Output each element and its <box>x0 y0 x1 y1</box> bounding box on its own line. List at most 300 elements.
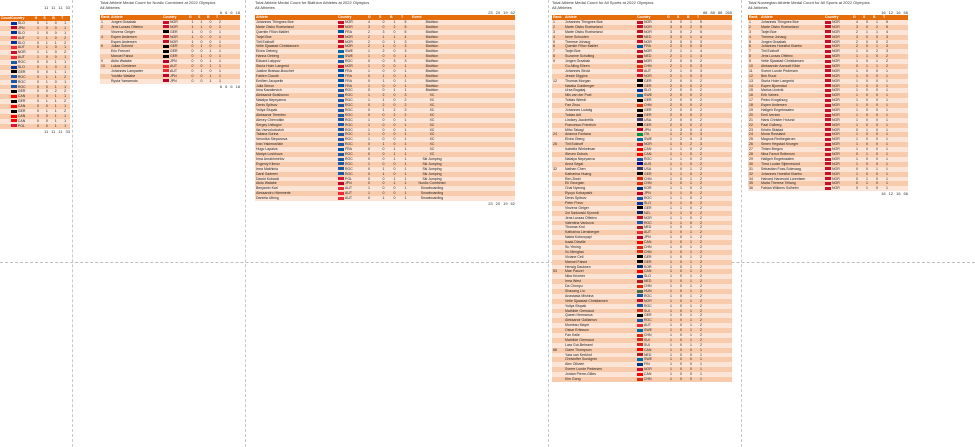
flag-icon <box>637 231 643 234</box>
panel5-footer-0: 16 <box>881 191 886 197</box>
table-cell: 1 <box>393 176 396 181</box>
table-cell: 2 <box>670 78 672 83</box>
table-cell: XC <box>429 142 435 147</box>
table-cell: 0 <box>393 93 396 98</box>
table-cell: 0 <box>680 235 682 240</box>
table-cell: 2 <box>670 54 672 59</box>
table-cell: Lukas Greiderer <box>111 64 137 69</box>
country-code: NOR <box>644 73 652 78</box>
table-cell: 2 <box>876 24 878 29</box>
table-cell: 1 <box>670 342 672 347</box>
flag-icon <box>11 26 17 29</box>
flag-icon <box>637 197 643 200</box>
table-cell: 1 <box>690 254 692 259</box>
panel2-col-header[interactable]: G <box>189 15 192 19</box>
country-code: ROC <box>345 132 353 137</box>
flag-icon <box>825 89 831 92</box>
flag-icon <box>637 172 643 175</box>
table-cell: 0 <box>690 59 692 64</box>
table-cell: 2 <box>700 215 702 220</box>
panel3-col-header[interactable]: G <box>368 15 371 19</box>
panel2-footer-3: 18 <box>235 83 240 89</box>
table-cell: 0 <box>393 68 396 73</box>
panel1-col-header[interactable]: B <box>52 16 55 20</box>
panel1-col-header[interactable]: Count <box>1 16 12 20</box>
table-cell: Peter Prevc <box>565 200 584 205</box>
table-cell: 35 <box>749 181 753 186</box>
country-code: SUI <box>644 342 650 347</box>
flag-icon <box>338 109 344 112</box>
table-cell: 1 <box>200 68 203 73</box>
country-code: AUT <box>345 186 352 191</box>
table-cell: Mariya Loshkova <box>256 152 283 157</box>
country-cell <box>824 186 852 191</box>
table-cell: 0 <box>36 104 39 109</box>
table-cell: 0 <box>680 284 682 289</box>
table-cell: 1 <box>886 68 888 73</box>
panel2-col-header[interactable]: S <box>198 15 201 19</box>
table-cell: XC <box>429 147 435 152</box>
table-cell: 1 <box>382 73 385 78</box>
panel5-col-header[interactable]: T <box>883 15 886 19</box>
table-cell: Marius Lindvik <box>761 88 784 93</box>
table-cell: 0 <box>368 196 370 201</box>
table-cell: 0 <box>393 54 396 59</box>
panel1-col-header[interactable]: Country <box>11 16 25 20</box>
table-cell: 1 <box>670 156 672 161</box>
table-cell: 1 <box>856 54 858 59</box>
country-code: FRA <box>644 44 651 49</box>
country-code: GER <box>644 254 652 259</box>
table-cell: 0 <box>876 68 878 73</box>
flag-icon <box>338 84 344 87</box>
table-cell: 0 <box>393 142 396 147</box>
country-code: SUI <box>644 308 650 313</box>
table-cell: 0 <box>393 78 396 83</box>
panel1-col-header[interactable]: G <box>34 16 38 20</box>
country-code: ROC <box>345 137 353 142</box>
table-cell: 1 <box>670 142 672 147</box>
table-cell: Katharina Liensberger <box>565 230 600 235</box>
table-cell: 0 <box>690 88 692 93</box>
table-cell: Hallgeir Engebraaten <box>761 108 794 113</box>
table-cell: 1 <box>690 34 692 39</box>
table-cell: 0 <box>680 93 682 98</box>
flag-icon <box>825 162 831 165</box>
table-cell: 1 <box>670 166 672 171</box>
country-code: SWE <box>644 357 652 362</box>
country-code: ROC <box>345 161 353 166</box>
table-cell: 1 <box>200 44 203 49</box>
flag-icon <box>637 109 643 112</box>
flag-icon <box>338 45 344 48</box>
table-cell: 0 <box>866 78 868 83</box>
country-code: ROC <box>644 196 652 201</box>
table-cell: 0 <box>876 161 878 166</box>
table-cell: Ivan Yakimushkin <box>256 142 284 147</box>
table-cell: 0 <box>36 79 39 84</box>
country-code: NOR <box>170 39 178 44</box>
table-cell: 2 <box>670 93 672 98</box>
panel4-col-header[interactable]: Athlete <box>565 15 577 19</box>
table-cell: 0 <box>393 103 396 108</box>
table-cell: 0 <box>36 89 39 94</box>
table-cell: 0 <box>690 117 692 122</box>
country-code: NOR <box>170 24 178 29</box>
country-code: GER <box>644 98 652 103</box>
country-code: NOR <box>832 39 840 44</box>
country-code: SWE <box>644 93 652 98</box>
table-cell: 1 <box>680 210 682 215</box>
table-cell: 2 <box>54 89 57 94</box>
table-cell: 3 <box>680 44 682 49</box>
flag-icon <box>163 55 169 58</box>
country-code: NOR <box>832 142 840 147</box>
table-cell: 2 <box>670 64 672 69</box>
table-cell: 1 <box>670 357 672 362</box>
table-cell: 2 <box>700 186 702 191</box>
panel4-col-header[interactable]: G <box>667 15 670 19</box>
table-cell: Marte Olsbu Roeiseland <box>761 24 799 29</box>
flag-icon <box>637 334 643 337</box>
table-cell: 0 <box>382 127 385 132</box>
panel5-total-1: 12 <box>888 10 894 15</box>
panel3-col-header[interactable]: T <box>401 15 404 19</box>
country-code: NOR <box>832 29 840 34</box>
country-code: CHN <box>644 244 652 249</box>
table-cell: 0 <box>866 20 868 24</box>
table-cell: 0 <box>54 45 57 50</box>
table-cell: Yuliya Stupak <box>565 303 587 308</box>
country-code: NOR <box>345 39 353 44</box>
table-cell: 1 <box>670 210 672 215</box>
table-cell: 1 <box>64 118 67 123</box>
table-cell: 1 <box>45 79 48 84</box>
table-cell: 2 <box>64 89 67 94</box>
country-code: CHN <box>644 284 652 289</box>
flag-icon <box>338 89 344 92</box>
country-code: CAN <box>644 372 652 377</box>
table-cell: 2 <box>749 24 751 29</box>
table-cell: Ren Ziwei <box>565 176 581 181</box>
table-cell: 1 <box>670 303 672 308</box>
panel2-col-header[interactable]: Country <box>163 15 177 19</box>
table-cell: 0 <box>382 68 385 73</box>
flag-icon <box>637 202 643 205</box>
table-cell: 1 <box>368 132 370 137</box>
table-cell: 0 <box>876 152 878 157</box>
panel2-col-header[interactable]: Rank <box>101 15 110 19</box>
flag-icon <box>338 192 344 195</box>
table-cell: 1 <box>886 83 888 88</box>
table-cell: 1 <box>866 176 868 181</box>
table-cell: 0 <box>690 362 692 367</box>
table-cell: 0 <box>690 161 692 166</box>
table-cell: Steven Dubois <box>565 152 588 157</box>
table-cell: 1 <box>219 29 221 34</box>
panel5-col-header[interactable]: S <box>863 15 866 19</box>
panel4-col-header[interactable]: T <box>697 15 700 19</box>
table-cell: 0 <box>54 79 57 84</box>
table-cell: 14 <box>749 83 753 88</box>
table-cell: 2 <box>700 274 702 279</box>
table-cell: Queen Hermanos <box>565 313 593 318</box>
flag-icon <box>637 55 643 58</box>
flag-icon <box>825 118 831 121</box>
panel4-col-header[interactable]: B <box>687 15 690 19</box>
table-cell: 1 <box>219 54 221 59</box>
table-cell: Aleksandr Terentev <box>256 112 286 117</box>
panel3-col-header[interactable]: B <box>390 15 393 19</box>
table-cell: Arianna Fontana <box>565 132 591 137</box>
table-cell: XC <box>429 132 435 137</box>
table-cell: 1 <box>886 88 888 93</box>
table-cell: 1 <box>209 49 212 54</box>
table-cell: Daniela Ulbing <box>256 196 279 201</box>
table-cell: Johannes Lamparter <box>111 68 144 73</box>
table-cell: 1 <box>670 244 672 249</box>
table-cell: 1 <box>404 142 407 147</box>
table-cell: 2 <box>670 122 672 127</box>
panel5-col-header[interactable]: G <box>853 15 856 19</box>
table-cell: 0 <box>209 24 212 29</box>
table-cell: 0 <box>393 196 396 201</box>
table-cell: 1 <box>404 122 407 127</box>
table-cell: 1 <box>368 161 370 166</box>
panel2-col-header[interactable]: T <box>216 15 219 19</box>
table-cell: 1 <box>404 152 407 157</box>
table-cell: 1 <box>856 98 858 103</box>
panel4-col-header[interactable]: Country <box>637 15 651 19</box>
country-code: CHN <box>644 103 652 108</box>
table-cell: 1 <box>404 78 407 83</box>
table-cell: XC <box>429 152 435 157</box>
country-code: GER <box>644 112 652 117</box>
panel1-footer <box>0 129 70 134</box>
table-cell: Julia Simon <box>256 83 275 88</box>
table-cell: 0 <box>368 73 370 78</box>
country-code: KOR <box>644 264 652 269</box>
table-cell: Herwig Dauksen <box>565 264 591 269</box>
table-cell: 2 <box>670 112 672 117</box>
table-cell: 0 <box>54 35 57 40</box>
table-cell: 4 <box>670 20 672 24</box>
table-cell: 2 <box>64 40 67 45</box>
table-cell: 0 <box>876 83 878 88</box>
table-cell: 0 <box>866 68 868 73</box>
table-cell: Alessandro Hämmerle <box>256 191 291 196</box>
country-code: AUS <box>644 161 652 166</box>
table-cell: Espen Andersen <box>111 39 137 44</box>
table-cell: 0 <box>393 122 396 127</box>
panel3-rows <box>255 20 515 201</box>
panel4-col-header[interactable]: S <box>677 15 680 19</box>
country-code: AUT <box>17 45 25 50</box>
country-code: CAN <box>644 347 652 352</box>
table-cell: 2 <box>700 83 702 88</box>
table-cell: Emilien Jacquelin <box>256 78 284 83</box>
table-row[interactable] <box>552 377 732 382</box>
country-code: ROC <box>644 293 652 298</box>
country-code: NOR <box>832 156 840 161</box>
table-cell: 1 <box>368 93 370 98</box>
country-code: ROC <box>17 79 26 84</box>
table-cell: 1 <box>54 69 57 74</box>
table-cell: 0 <box>866 39 868 44</box>
table-cell: 0 <box>680 166 682 171</box>
panel5-col-header[interactable]: Rank <box>749 15 758 19</box>
table-cell: 0 <box>680 59 682 64</box>
table-cell: 0 <box>876 103 878 108</box>
table-cell: 0 <box>36 69 39 74</box>
flag-icon <box>637 250 643 253</box>
table-cell: 0 <box>866 34 868 39</box>
table-cell: 1 <box>886 166 888 171</box>
table-cell: 0 <box>45 94 48 99</box>
flag-icon <box>637 373 643 376</box>
table-cell: 0 <box>690 112 692 117</box>
panel1-col-header[interactable]: S <box>43 16 46 20</box>
table-cell: 2 <box>368 29 370 34</box>
country-code: CAN <box>17 94 26 99</box>
table-cell: 0 <box>680 303 682 308</box>
table-cell: 1 <box>680 186 682 191</box>
table-cell: 0 <box>368 171 370 176</box>
table-cell: 0 <box>876 54 878 59</box>
panel2-footer-1: 6 <box>225 83 228 89</box>
table-cell: 3 <box>680 127 682 132</box>
table-cell: 0 <box>382 54 385 59</box>
table-cell: 1 <box>670 279 672 284</box>
table-cell: 0 <box>368 88 370 93</box>
flag-icon <box>637 192 643 195</box>
flag-icon <box>637 30 643 33</box>
table-cell: Biathlon <box>425 49 439 54</box>
table-cell: 0 <box>368 108 370 113</box>
flag-icon <box>637 60 643 63</box>
table-cell: 1 <box>690 264 692 269</box>
table-cell: Biathlon <box>425 24 439 29</box>
panel3-col-header[interactable]: Country <box>338 15 352 19</box>
table-cell: XC <box>429 112 435 117</box>
table-cell: 1 <box>382 78 385 83</box>
country-code: POL <box>17 123 25 128</box>
table-cell: Biathlon <box>425 88 439 93</box>
panel2-col-header[interactable]: B <box>207 15 210 19</box>
table-cell: 1 <box>690 244 692 249</box>
panel2-col-header[interactable]: Athlete <box>111 15 123 19</box>
country-code: NOR <box>644 59 652 64</box>
table-cell: Shaoang Liu <box>565 288 585 293</box>
table-cell: Justine Braisaz-Bouchet <box>256 68 294 73</box>
flag-icon <box>637 299 643 302</box>
flag-icon <box>11 95 17 98</box>
table-cell: 2 <box>64 50 67 55</box>
table-cell: 2 <box>700 59 702 64</box>
table-cell: 0 <box>680 352 682 357</box>
table-cell: Biathlon <box>425 54 439 59</box>
panel2-footer-2: 6 <box>230 83 233 89</box>
flag-icon <box>637 265 643 268</box>
table-cell: Ryota Yamamoto <box>111 78 138 83</box>
table-cell: 1 <box>690 284 692 289</box>
table-cell: Veronika Stepanova <box>256 137 288 142</box>
table-cell: 1 <box>690 176 692 181</box>
panel3-col-header[interactable]: S <box>379 15 382 19</box>
flag-icon <box>338 69 344 72</box>
panel3-col-header[interactable]: Event <box>412 15 422 19</box>
panel3-col-header[interactable]: Athlete <box>256 15 268 19</box>
table-cell: Isabella Winkelman <box>565 147 596 152</box>
country-code: NOR <box>832 132 840 137</box>
panel1-col-header[interactable]: T <box>61 16 64 20</box>
table-cell: 2 <box>368 44 370 49</box>
table-cell: 0 <box>876 142 878 147</box>
panel5-col-header[interactable]: B <box>873 15 876 19</box>
panel5-col-header[interactable]: Athlete <box>761 15 773 19</box>
table-cell: 0 <box>690 186 692 191</box>
table-cell: 1 <box>690 279 692 284</box>
table-cell: Lara Gut-Behrami <box>565 342 593 347</box>
table-cell: 6 <box>553 44 555 49</box>
table-cell: 1 <box>101 20 103 24</box>
table-cell: 10 <box>101 64 105 69</box>
flag-icon <box>637 216 643 219</box>
table-cell: Marte Olsbu Roeiseland <box>565 24 603 29</box>
country-code: NOR <box>832 78 840 83</box>
flag-icon <box>637 40 643 43</box>
table-cell: 0 <box>690 122 692 127</box>
table-cell: 0 <box>200 73 203 78</box>
table-cell: Miho Takagi <box>565 127 584 132</box>
table-cell: 1 <box>404 161 407 166</box>
table-cell: 0 <box>876 78 878 83</box>
country-code: NOR <box>832 122 840 127</box>
country-code: ROC <box>17 60 26 65</box>
panel5-col-header[interactable]: Country <box>825 15 839 19</box>
country-code: NZL <box>644 210 651 215</box>
table-cell: 1 <box>64 104 67 109</box>
table-cell: 1 <box>856 88 858 93</box>
table-cell: 3 <box>368 24 370 29</box>
table-cell: 0 <box>690 367 692 372</box>
table-cell: 0 <box>690 78 692 83</box>
table-cell: 0 <box>866 24 868 29</box>
table-cell: Benjamin Karl <box>256 186 278 191</box>
table-cell: Johannes Thingnes Boe <box>761 20 799 24</box>
table-cell: Quentin Fillon Maillet <box>256 29 289 34</box>
table-cell: 2 <box>700 191 702 196</box>
table-cell: Alex Ollivieri <box>565 362 585 367</box>
table-cell: 1 <box>680 200 682 205</box>
table-cell: 0 <box>690 64 692 69</box>
flag-icon <box>11 56 17 59</box>
flag-icon <box>825 187 831 190</box>
table-cell: 1 <box>404 166 407 171</box>
table-cell: 0 <box>393 132 396 137</box>
table-cell: 17 <box>749 98 753 103</box>
table-cell: Quentin Fillon Maillet <box>565 44 598 49</box>
panel4-col-header[interactable]: Rank <box>553 15 562 19</box>
table-cell: 0 <box>866 122 868 127</box>
table-cell: 0 <box>690 127 692 132</box>
flag-icon <box>825 45 831 48</box>
table-cell: 1 <box>670 196 672 201</box>
panel3-footer-0: 23 <box>488 200 493 206</box>
panel3-sub: All Athletes <box>255 5 275 10</box>
table-cell: 1 <box>856 59 858 64</box>
table-cell: Ski Jumping <box>422 161 442 166</box>
